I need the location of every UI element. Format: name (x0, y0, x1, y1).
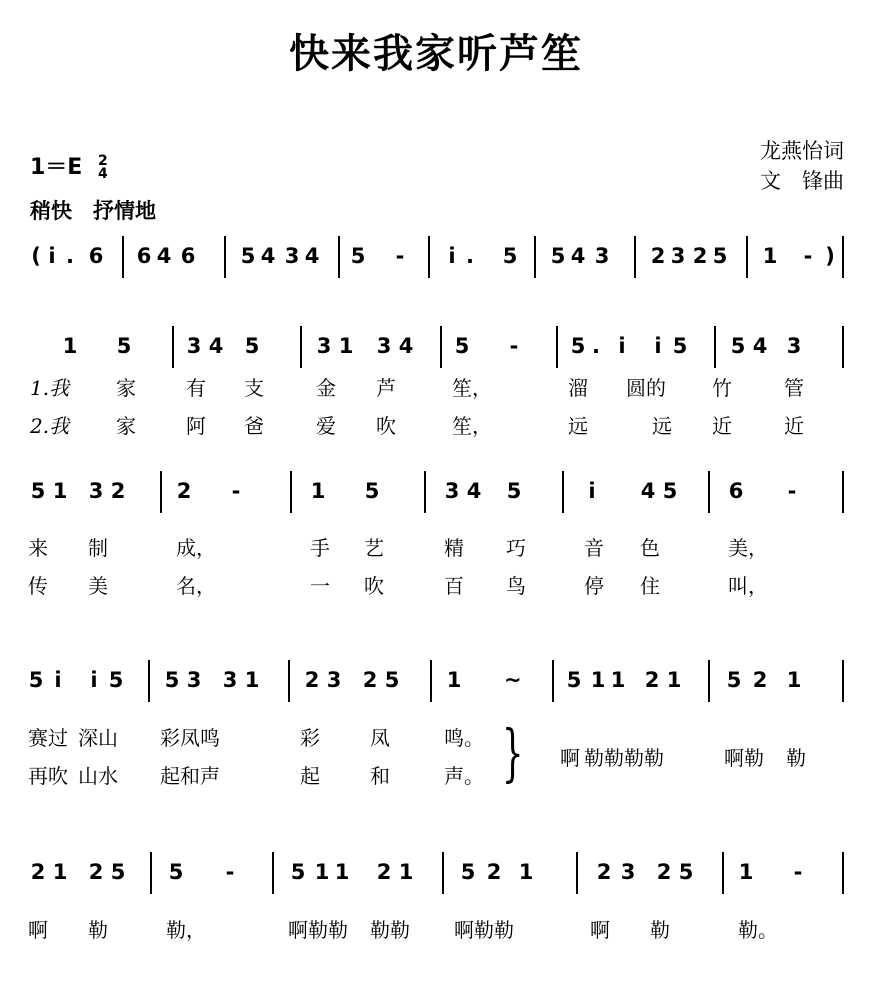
lyric: 勒。 (738, 918, 778, 942)
system-3-notes (0, 465, 872, 525)
bar-line (424, 471, 426, 513)
note: i (618, 334, 626, 358)
note: . (466, 244, 474, 268)
bar-line (290, 471, 292, 513)
note: 2 (650, 244, 666, 268)
note: 1 (338, 334, 354, 358)
lyric: 停 (584, 574, 604, 598)
system-5-notes (0, 846, 872, 906)
note: 2 (752, 668, 768, 692)
lyric: 声。 (444, 764, 484, 788)
verse-brace: } (501, 716, 524, 789)
note: 2 (30, 860, 46, 884)
lyric: 勒 (786, 746, 806, 770)
lyric: 勒 (88, 918, 108, 942)
bar-line (122, 236, 124, 278)
lyric: 鸟 (506, 574, 526, 598)
note: 2 (486, 860, 502, 884)
bar-line (338, 236, 340, 278)
key-label: 1＝E (30, 155, 83, 180)
lyric: 吹 (364, 574, 384, 598)
bar-line (288, 660, 290, 702)
bar-line (714, 326, 716, 368)
note: 1 (310, 479, 326, 503)
system-2-notes (0, 320, 872, 380)
note: 1 (314, 860, 330, 884)
note: 5 (454, 334, 470, 358)
bar-line (576, 852, 578, 894)
bar-line (746, 236, 748, 278)
note: 1 (62, 334, 78, 358)
note: i (48, 244, 56, 268)
note: 5 (712, 244, 728, 268)
lyric: 赛过 (28, 726, 68, 750)
note: 1 (334, 860, 350, 884)
lyric: 啊 (590, 918, 610, 942)
bar-line (430, 660, 432, 702)
lyric: 彩凤鸣 (160, 726, 220, 750)
lyric: 家 (116, 376, 136, 400)
bar-line (150, 852, 152, 894)
system-3-lyrics-verse-1 (0, 532, 872, 562)
note: 5 (168, 860, 184, 884)
note: 4 (156, 244, 172, 268)
bar-line (272, 852, 274, 894)
lyric: 笙， (452, 376, 492, 400)
bar-line (842, 236, 844, 278)
system-5-lyrics (0, 914, 872, 944)
bar-line (172, 326, 174, 368)
note: - (787, 479, 797, 503)
lyric: 啊勒勒 (454, 918, 514, 942)
system-4-refrain (0, 742, 872, 772)
note: 1 (446, 668, 462, 692)
bar-line (534, 236, 536, 278)
lyric: 竹 (712, 376, 732, 400)
lyric: 彩 (300, 726, 320, 750)
bar-line (440, 326, 442, 368)
note: 1 (610, 668, 626, 692)
note: i (448, 244, 456, 268)
bar-line (722, 852, 724, 894)
note: 3 (444, 479, 460, 503)
lyric: 一 (310, 574, 330, 598)
note: - (231, 479, 241, 503)
note: 5 (290, 860, 306, 884)
lyric: 巧 (506, 536, 526, 560)
note: ) (825, 244, 835, 268)
note: . (66, 244, 74, 268)
note: 4 (260, 244, 276, 268)
note: 3 (670, 244, 686, 268)
note: 2 (304, 668, 320, 692)
note: . (592, 334, 600, 358)
note: 5 (110, 860, 126, 884)
lyric: 起和声 (160, 764, 220, 788)
note: ~ (504, 668, 522, 692)
note: 1 (52, 479, 68, 503)
lyric: 美， (728, 536, 768, 560)
note: 1 (590, 668, 606, 692)
lyric: 住 (640, 574, 660, 598)
note: - (225, 860, 235, 884)
time-bottom: 4 (98, 166, 108, 182)
note: i (654, 334, 662, 358)
lyric: 鸣。 (444, 726, 484, 750)
time-signature (98, 155, 108, 181)
lyric: 芦 (376, 376, 396, 400)
tempo-marking: 稍快 抒情地 (30, 199, 156, 223)
note: 2 (362, 668, 378, 692)
note: 6 (136, 244, 152, 268)
lyric: 笙， (452, 414, 492, 438)
bar-line (708, 660, 710, 702)
note: 3 (186, 334, 202, 358)
bar-line (300, 326, 302, 368)
note: i (54, 668, 62, 692)
credits (760, 136, 844, 196)
bar-line (442, 852, 444, 894)
time-top: 2 (98, 153, 108, 169)
bar-line (428, 236, 430, 278)
note: 2 (656, 860, 672, 884)
lyric: 精 (444, 536, 464, 560)
note: 3 (326, 668, 342, 692)
lyric: 溜 (568, 376, 588, 400)
lyric: 勒 (650, 918, 670, 942)
bar-line (842, 326, 844, 368)
bar-line (148, 660, 150, 702)
note: 5 (384, 668, 400, 692)
note: 5 (566, 668, 582, 692)
note: 3 (376, 334, 392, 358)
lyric: 传 (28, 574, 48, 598)
lyric: 有 (186, 376, 206, 400)
note: 6 (180, 244, 196, 268)
note: 2 (596, 860, 612, 884)
note: 5 (672, 334, 688, 358)
note: 5 (730, 334, 746, 358)
lyric: 啊勒勒 (288, 918, 348, 942)
note: 3 (620, 860, 636, 884)
note: 5 (570, 334, 586, 358)
note: 3 (186, 668, 202, 692)
note: 5 (108, 668, 124, 692)
note: 6 (728, 479, 744, 503)
lyric: 和 (370, 764, 390, 788)
note: 5 (502, 244, 518, 268)
lyric: 勒勒 (370, 918, 410, 942)
note: 1 (244, 668, 260, 692)
note: - (793, 860, 803, 884)
lyric: 艺 (364, 536, 384, 560)
bar-line (556, 326, 558, 368)
note: 5 (662, 479, 678, 503)
note: 4 (570, 244, 586, 268)
lyric: 来 (28, 536, 48, 560)
lyric: 啊 (28, 918, 48, 942)
bar-line (708, 471, 710, 513)
note: 5 (350, 244, 366, 268)
lyric: 再吹 (28, 764, 68, 788)
note: 3 (88, 479, 104, 503)
note: 1 (666, 668, 682, 692)
note: 4 (640, 479, 656, 503)
note: 5 (678, 860, 694, 884)
bar-line (160, 471, 162, 513)
lyric: 百 (444, 574, 464, 598)
lyric: 起 (300, 764, 320, 788)
system-2-lyrics-verse-2 (0, 410, 872, 440)
lyric: 啊勒 (724, 746, 764, 770)
lyric: 勒， (166, 918, 206, 942)
note: 4 (398, 334, 414, 358)
lyric: 家 (116, 414, 136, 438)
note: 1 (518, 860, 534, 884)
note: 5 (164, 668, 180, 692)
note: 2 (176, 479, 192, 503)
note: 2 (88, 860, 104, 884)
page-title: 快来我家听芦笙 (289, 30, 583, 77)
note: 5 (726, 668, 742, 692)
note: 4 (304, 244, 320, 268)
lyric: 色 (640, 536, 660, 560)
note: 3 (284, 244, 300, 268)
lyric: 吹 (376, 414, 396, 438)
lyric: 近 (712, 414, 732, 438)
note: 3 (222, 668, 238, 692)
lyric: 美 (88, 574, 108, 598)
note: 5 (240, 244, 256, 268)
lyric: 凤 (370, 726, 390, 750)
note: 1 (398, 860, 414, 884)
system-1-notes (0, 230, 872, 290)
note: 6 (88, 244, 104, 268)
note: 1 (52, 860, 68, 884)
lyric: 爱 (316, 414, 336, 438)
bar-line (842, 852, 844, 894)
lyric: 远 (568, 414, 588, 438)
lyric: 2.我 (30, 414, 70, 438)
lyricist-credit: 龙燕怡词 (760, 139, 844, 163)
lyric: 手 (310, 536, 330, 560)
lyric: 1.我 (30, 376, 70, 400)
lyric: 支 (244, 376, 264, 400)
lyric: 成， (176, 536, 216, 560)
note: 5 (460, 860, 476, 884)
bar-line (224, 236, 226, 278)
note: 5 (364, 479, 380, 503)
lyric: 音 (584, 536, 604, 560)
note: 4 (466, 479, 482, 503)
note: - (803, 244, 813, 268)
bar-line (562, 471, 564, 513)
note: 3 (786, 334, 802, 358)
lyric: 勒勒勒勒 (584, 746, 664, 770)
lyric: 叫， (728, 574, 768, 598)
lyric: 圆的 (626, 376, 666, 400)
lyric: 远 (652, 414, 672, 438)
note: 5 (244, 334, 260, 358)
note: 2 (376, 860, 392, 884)
note: 2 (644, 668, 660, 692)
bar-line (634, 236, 636, 278)
note: 1 (786, 668, 802, 692)
note: 1 (762, 244, 778, 268)
note: 5 (116, 334, 132, 358)
note: 5 (506, 479, 522, 503)
note: 2 (110, 479, 126, 503)
note: 3 (594, 244, 610, 268)
note: i (90, 668, 98, 692)
note: 5 (28, 668, 44, 692)
lyric: 金 (316, 376, 336, 400)
lyric: 阿 (186, 414, 206, 438)
note: - (509, 334, 519, 358)
composer-credit: 文 锋曲 (760, 169, 844, 193)
lyric: 名， (176, 574, 216, 598)
note: 4 (208, 334, 224, 358)
note: 5 (550, 244, 566, 268)
note: - (395, 244, 405, 268)
note: 3 (316, 334, 332, 358)
system-2-lyrics-verse-1 (0, 372, 872, 402)
note: ( (31, 244, 41, 268)
bar-line (552, 660, 554, 702)
lyric: 山水 (78, 764, 118, 788)
lyric: 近 (784, 414, 804, 438)
lyric: 管 (784, 376, 804, 400)
bar-line (842, 660, 844, 702)
system-3-lyrics-verse-2 (0, 570, 872, 600)
note: i (588, 479, 596, 503)
note: 1 (738, 860, 754, 884)
system-4-notes (0, 654, 872, 714)
lyric: 制 (88, 536, 108, 560)
note: 2 (692, 244, 708, 268)
lyric: 爸 (244, 414, 264, 438)
note: 4 (752, 334, 768, 358)
key-signature (30, 150, 108, 181)
bar-line (842, 471, 844, 513)
lyric: 深山 (78, 726, 118, 750)
lyric: 啊 (560, 746, 580, 770)
note: 5 (30, 479, 46, 503)
